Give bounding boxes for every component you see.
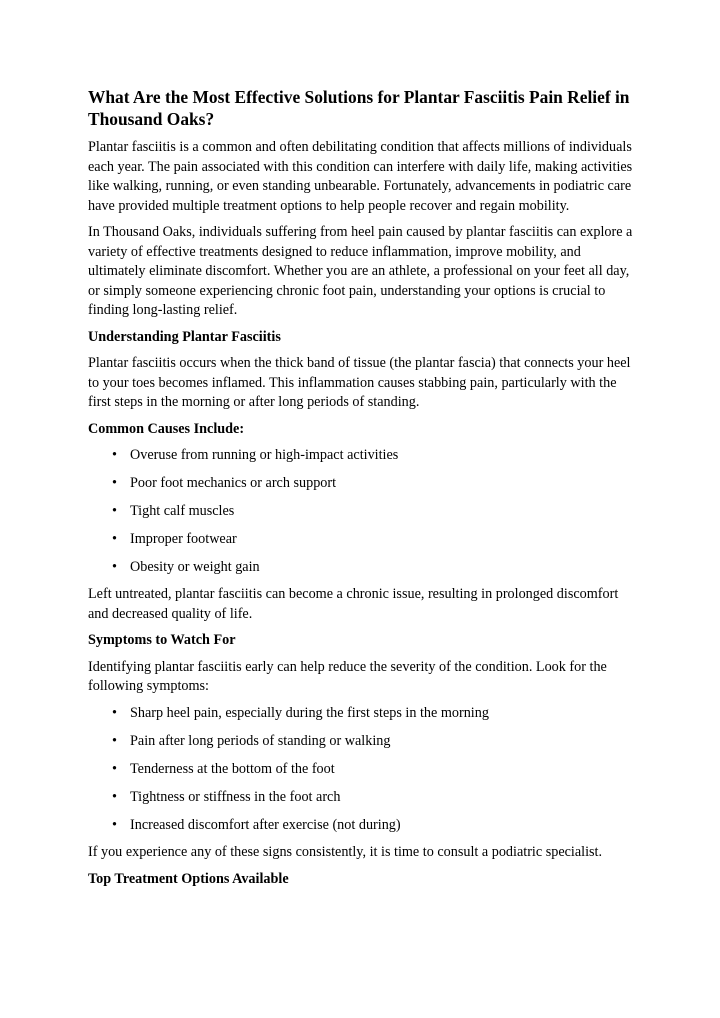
list-item-text: Sharp heel pain, especially during the first steps in the morning (130, 704, 489, 721)
list-item-text: Tight calf muscles (130, 502, 235, 519)
understanding-paragraph: Plantar fasciitis occurs when the thick band of tissue (the plantar fascia) that connects your heel to your toes becomes inflamed. This inflammation causes stabbing pain, particularly with the first steps in the morning or after long periods of standing. (88, 355, 631, 410)
list-item (88, 446, 636, 466)
bullet-icon: • (112, 760, 117, 777)
article-title: What Are the Most Effective Solutions for Plantar Fasciitis Pain Relief in Thousand Oaks? (88, 87, 630, 129)
list-item (88, 704, 636, 724)
bullet-icon: • (112, 704, 117, 721)
bullet-icon: • (112, 502, 117, 519)
list-item-text: Increased discomfort after exercise (not during) (130, 816, 401, 833)
bullet-icon: • (112, 558, 117, 575)
bullet-icon: • (112, 530, 117, 547)
list-item-text: Poor foot mechanics or arch support (130, 474, 337, 491)
bullet-icon: • (112, 474, 117, 491)
symptoms-followup-paragraph: If you experience any of these signs consistently, it is time to consult a podiatric specialist. (88, 844, 603, 861)
list-item (88, 474, 636, 494)
causes-list (88, 446, 636, 577)
symptoms-intro-paragraph: Identifying plantar fasciitis early can help reduce the severity of the condition. Look for the following symptoms: (88, 658, 607, 695)
list-item-text: Tenderness at the bottom of the foot (130, 760, 335, 777)
list-item-text: Improper footwear (130, 530, 237, 547)
list-item (88, 760, 636, 780)
causes-heading: Common Causes Include: (88, 420, 245, 437)
list-item (88, 816, 636, 836)
list-item (88, 788, 636, 808)
list-item-text: Tightness or stiffness in the foot arch (130, 788, 341, 805)
causes-followup-paragraph: Left untreated, plantar fasciitis can become a chronic issue, resulting in prolonged discomfort and decreased quality of life. (88, 586, 619, 622)
understanding-heading: Understanding Plantar Fasciitis (88, 328, 281, 345)
list-item-text: Obesity or weight gain (130, 558, 260, 575)
treatment-heading: Top Treatment Options Available (88, 870, 289, 887)
document-page (88, 86, 636, 896)
intro-paragraph-1: Plantar fasciitis is a common and often debilitating condition that affects millions of individuals each year. The pain associated with this condition can interfere with daily life, making activities like walking, running, or even standing unbearable. Fortunately, advancements in podiatric care have provided multiple treatment options to help people recover and regain mobility. (88, 139, 633, 214)
list-item (88, 558, 636, 578)
bullet-icon: • (112, 788, 117, 805)
list-item (88, 732, 636, 752)
bullet-icon: • (112, 447, 117, 463)
list-item (88, 502, 636, 522)
list-item-text: Overuse from running or high-impact activities (130, 447, 399, 463)
bullet-icon: • (112, 732, 117, 749)
intro-paragraph-2: In Thousand Oaks, individuals suffering from heel pain caused by plantar fasciitis can explore a variety of effective treatments designed to reduce inflammation, improve mobility, and ultimately eliminate discomfort. Whether you are an athlete, a professional on your feet all day, or simply someone experiencing chronic foot pain, understanding your options is crucial to finding long-lasting relief. (88, 224, 633, 318)
list-item (88, 530, 636, 550)
bullet-icon: • (112, 816, 117, 833)
symptoms-list (88, 704, 636, 835)
symptoms-heading: Symptoms to Watch For (88, 632, 236, 649)
list-item-text: Pain after long periods of standing or walking (130, 732, 391, 749)
